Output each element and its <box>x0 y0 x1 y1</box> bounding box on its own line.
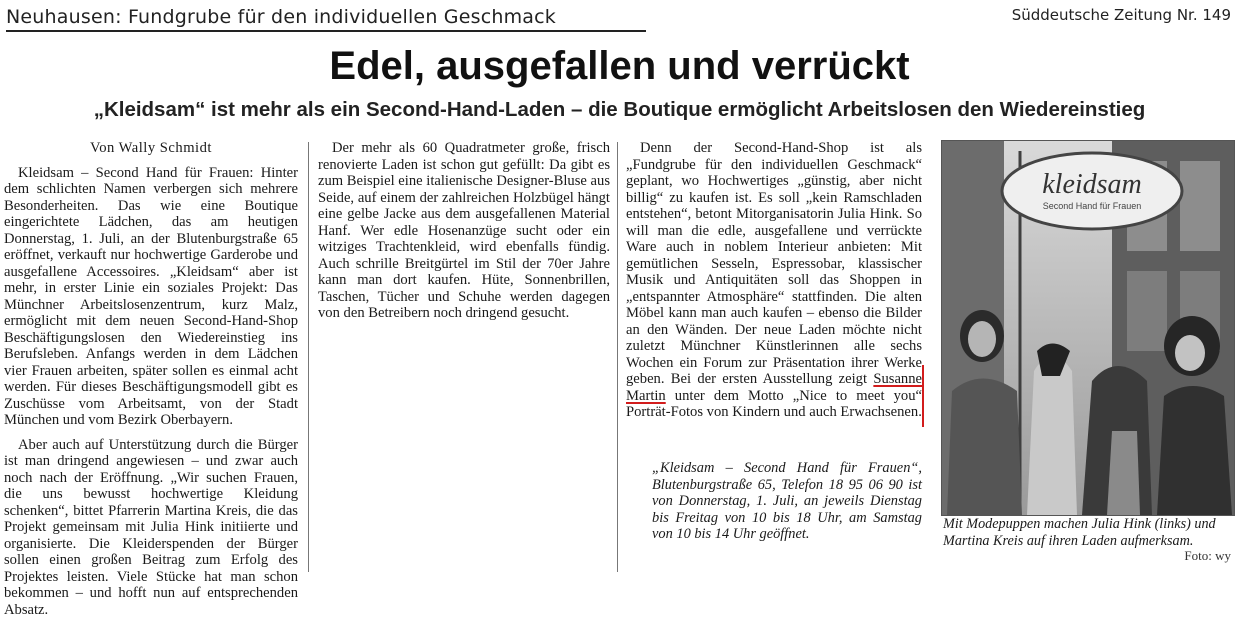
sign-name: kleidsam <box>1042 169 1142 200</box>
paragraph-intro: Kleidsam – Second Hand für Frauen: Hinter dem schlichten Namen verbergen sich mehrere Besonderheiten. Das wie eine Boutique eingerichtete Lädchen, das am heutigen Donnerstag, 1. Juli, an der Blutenburgstraße 65 eröffnet, verkauft nur hochwertige Garderobe und ausgefallene Accessoires. „Kleidsam“ aber ist mehr, in erster Linie ein soziales Projekt: Das Münchner Arbeitslosenzentrum, kurz Malz, ermöglicht mit dem neuen Second-Hand-Shop Beschäftigungslosen den Wiedereinstieg ins Berufsleben. Anfangs werden in dem Lädchen vier Frauen arbeiten, später sollen es einmal acht werden. Für dieses Beschäftigungsmodell gibt es Zuschüsse vom Arbeitsamt, von der Stadt München und vom Bezirk Oberbayern. <box>4 165 298 429</box>
paragraph-support-text: Aber auch auf Unterstützung durch die Bürger ist man dringend angewiesen – und zwar auch noch nach der Eröffnung. „Wir suchen Frauen, die uns bewusst hochwertige Kleidung schenken“, bittet Pfarrerin Martina Kreis, die das Projekt gemeinsam mit Julia Hink initiierte und organisierte. Die Kleiderspenden der Bürger sollen einen großen Beitrag zum Erfolg des Projektes leisten. Viele Stücke hat man schon bekommen – und hofft nun auf entsprechenden Absatz. <box>4 437 298 618</box>
article-subheadline: „Kleidsam“ ist mehr als ein Second-Hand-Laden – die Boutique ermöglicht Arbeitslosen den Wiedereinstieg <box>0 98 1239 122</box>
highlighted-name: Susanne Martin <box>626 371 922 404</box>
paragraph-support <box>4 437 298 618</box>
info-box-text: „Kleidsam – Second Hand für Frauen“, Blutenburgstraße 65, Telefon 18 95 06 90 ist von Donnerstag, 1. Juli, an jeweils Dienstag bis Freitag von 10 bis 18 Uhr, am Samstag von 10 bis 14 Uhr geöffnet. <box>652 460 922 543</box>
paragraph-concept-text: Denn der Second-Hand-Shop ist als „Fundgrube für den individuellen Geschmack“ geplant, wo Hochwertiges „günstig, aber nicht billig“ zu kaufen ist. Es soll „kein Ramschladen entstehen“, betont Mitorganisatorin Julia Hink. So will man die edle, ausgefallene und verrückte Ware auch in noblem Interieur anbieten: Mit gemütlichen Sesseln, Espressobar, klassischer Musik und Antiquitäten soll das Shoppen in „entspannter Atmosphäre“ stattfinden. Die alten Möbel kann man auch kaufen – ebenso die Bilder an den Wänden. Der neue Laden möchte nicht zuletzt Münchner Künstlerinnen alle sechs Wochen ein Forum zur Präsentation ihrer Werke geben. Bei der ersten Ausstellung zeigt <box>626 140 922 387</box>
storefront-photo-illustration <box>942 141 1234 515</box>
photo-caption <box>943 516 1233 549</box>
paragraph-concept-end: unter dem Motto „Nice to meet you“ Porträt-Fotos von Kindern und auch Erwachsenen. <box>626 388 922 421</box>
photo-credit: Foto: wy <box>1184 548 1231 564</box>
column-divider <box>308 142 309 572</box>
article-photo <box>941 140 1235 516</box>
byline: Von Wally Schmidt <box>4 140 298 157</box>
article-headline: Edel, ausgefallen und verrückt <box>0 44 1239 89</box>
red-margin-mark <box>922 365 924 427</box>
article-column-2 <box>318 140 610 322</box>
photo-caption-text: Mit Modepuppen machen Julia Hink (links) und Martina Kreis auf ihren Laden aufmerksam. <box>943 516 1216 549</box>
sign-tagline: Second Hand für Frauen <box>1043 201 1142 211</box>
paragraph-shop: Der mehr als 60 Quadratmeter große, frisch renovierte Laden ist schon gut gefüllt: Da gibt es zum Beispiel eine italienische Designer-Bluse aus Seide, auf einem der zahlreichen Holzbügel hängt eine gelbe Jacke aus dem ausgefallenen Material Hanf. Wer edle Hosenanzüge sucht oder ein witziges Trachtenkleid, wird ebenfalls fündig. Auch schrille Breitgürtel im Stil der 70er Jahre kann man dort kaufen. Hüte, Sonnenbrillen, Taschen, Tücher und Schuhe werden dagegen von den Betreibern noch dringend gesucht. <box>318 140 610 322</box>
paragraph-concept <box>626 140 922 421</box>
article-column-1 <box>4 140 298 618</box>
kicker-headline: Neuhausen: Fundgrube für den individuellen Geschmack <box>6 6 646 32</box>
column-divider <box>617 142 618 572</box>
newspaper-source: Süddeutsche Zeitung Nr. 149 <box>1012 6 1231 24</box>
info-box <box>652 460 922 543</box>
article-column-3 <box>626 140 922 421</box>
